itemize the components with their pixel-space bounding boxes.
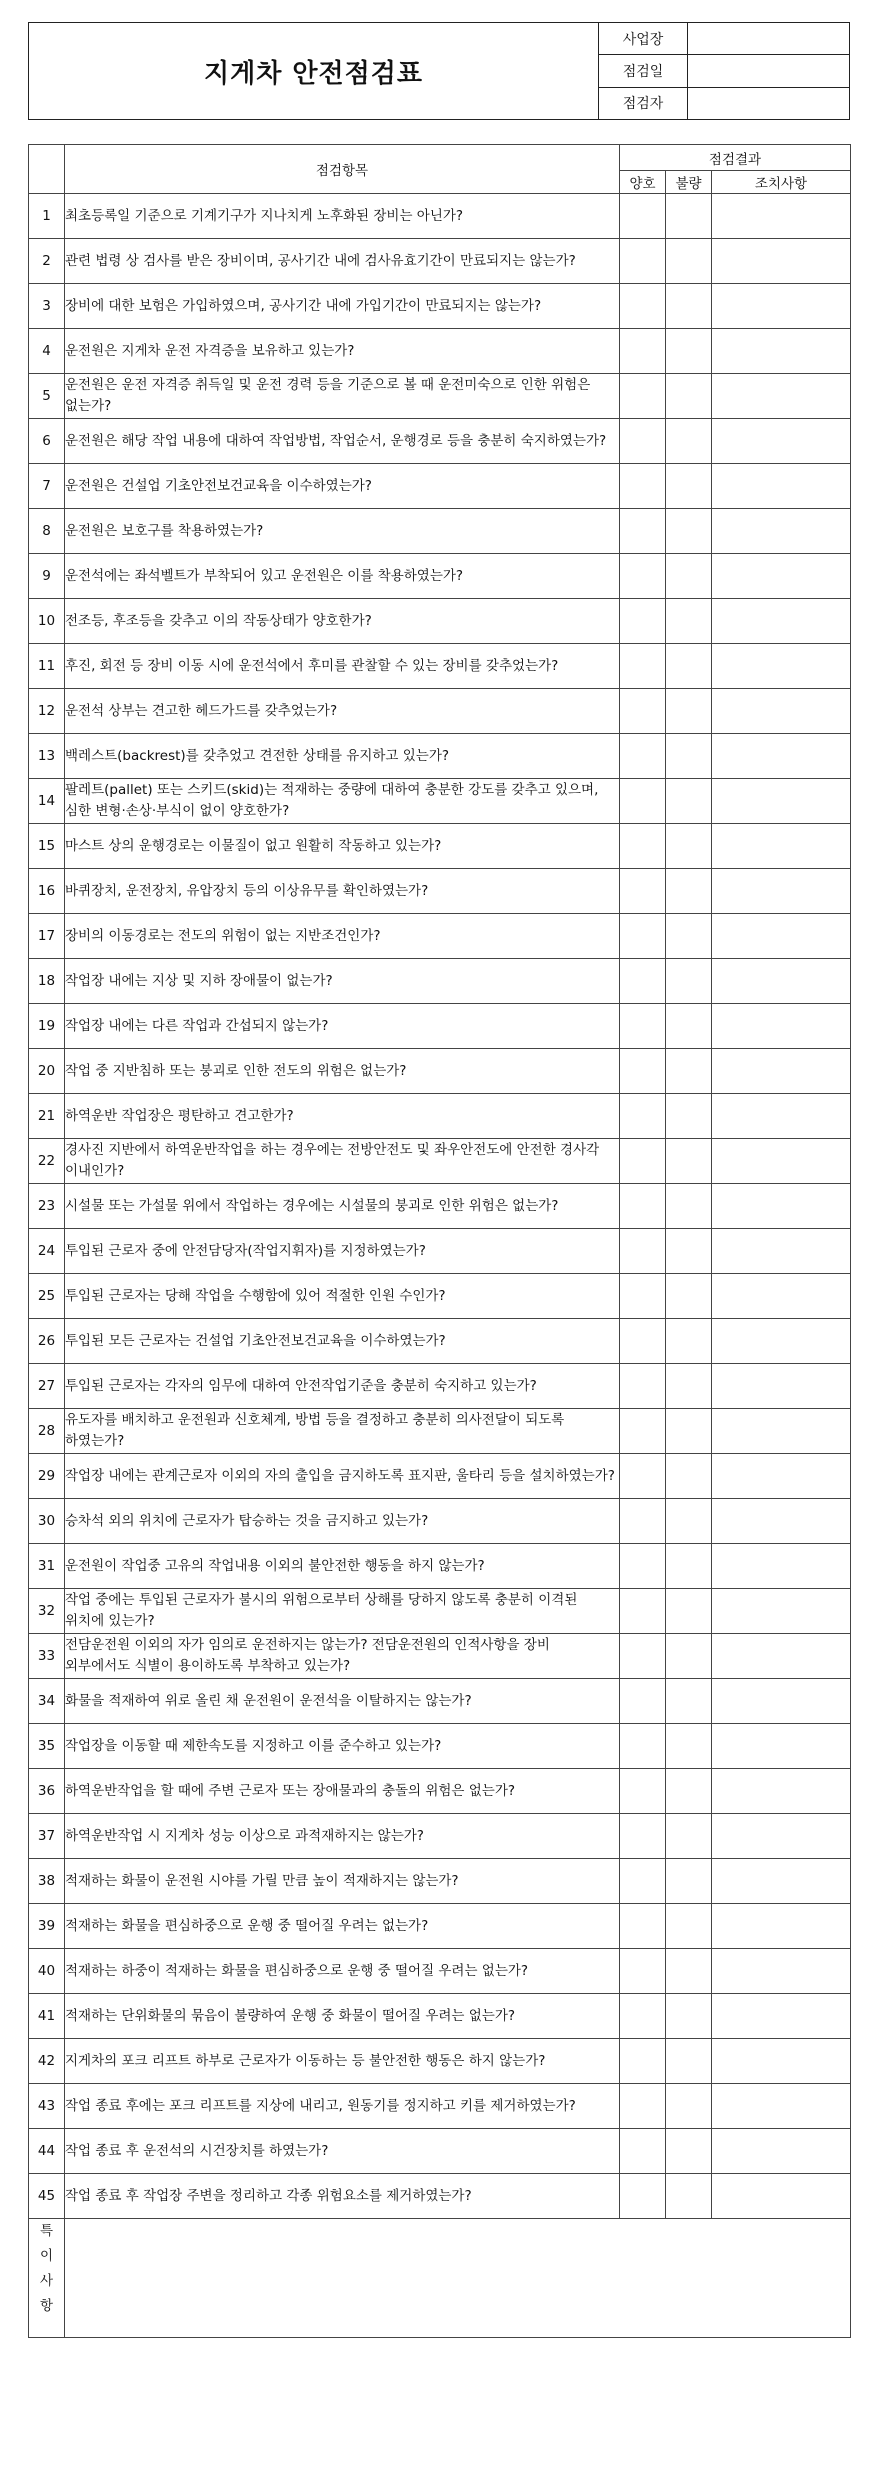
info-row-site <box>599 23 849 55</box>
bad-check-cell[interactable] <box>666 194 712 239</box>
form-title: 지게차 안전점검표 <box>204 58 423 89</box>
item-question: 팔레트(pallet) 또는 스키드(skid)는 적재하는 중량에 대하여 충분한 강도를 갖추고 있으며, 심한 변형·손상·부식이 없이 양호한가? <box>65 779 620 824</box>
table-row <box>29 1634 851 1679</box>
bad-check-cell[interactable] <box>666 1499 712 1544</box>
bad-check-cell[interactable] <box>666 1724 712 1769</box>
table-row <box>29 914 851 959</box>
action-cell[interactable] <box>712 1544 851 1589</box>
item-question: 장비의 이동경로는 전도의 위험이 없는 지반조건인가? <box>65 914 620 959</box>
bad-check-cell[interactable] <box>666 599 712 644</box>
item-question: 경사진 지반에서 하역운반작업을 하는 경우에는 전방안전도 및 좌우안전도에 안전한 경사각 이내인가? <box>65 1139 620 1184</box>
action-cell[interactable] <box>712 824 851 869</box>
table-row <box>29 1859 851 1904</box>
item-question: 전담운전원 이외의 자가 임의로 운전하지는 않는가? 전담운전원의 인적사항을 장비 외부에서도 식별이 용이하도록 부착하고 있는가? <box>65 1634 620 1679</box>
item-number: 34 <box>29 1679 65 1724</box>
item-number: 10 <box>29 599 65 644</box>
table-row <box>29 194 851 239</box>
good-check-cell[interactable] <box>620 1364 666 1409</box>
item-question: 작업 종료 후 운전석의 시건장치를 하였는가? <box>65 2129 620 2174</box>
bad-check-cell[interactable] <box>666 1409 712 1454</box>
good-check-cell[interactable] <box>620 1634 666 1679</box>
action-cell[interactable] <box>712 329 851 374</box>
good-check-cell[interactable] <box>620 1859 666 1904</box>
item-question: 장비에 대한 보험은 가입하였으며, 공사기간 내에 가입기간이 만료되지는 않는가? <box>65 284 620 329</box>
item-question: 하역운반작업을 할 때에 주변 근로자 또는 장애물과의 충돌의 위험은 없는가? <box>65 1769 620 1814</box>
item-question: 운전석 상부는 견고한 헤드가드를 갖추었는가? <box>65 689 620 734</box>
good-check-cell[interactable] <box>620 329 666 374</box>
table-row <box>29 1049 851 1094</box>
item-number: 20 <box>29 1049 65 1094</box>
good-check-cell[interactable] <box>620 1499 666 1544</box>
item-number: 2 <box>29 239 65 284</box>
item-number: 29 <box>29 1454 65 1499</box>
item-number: 3 <box>29 284 65 329</box>
date-label: 점검일 <box>599 55 688 86</box>
item-question: 후진, 회전 등 장비 이동 시에 운전석에서 후미를 관찰할 수 있는 장비를 갖추었는가? <box>65 644 620 689</box>
action-cell[interactable] <box>712 374 851 419</box>
table-row <box>29 1949 851 1994</box>
action-cell[interactable] <box>712 1049 851 1094</box>
bad-check-cell[interactable] <box>666 1004 712 1049</box>
table-row <box>29 2084 851 2129</box>
item-question: 투입된 근로자 중에 안전담당자(작업지휘자)를 지정하였는가? <box>65 1229 620 1274</box>
action-cell[interactable] <box>712 554 851 599</box>
good-check-cell[interactable] <box>620 1814 666 1859</box>
item-question: 작업장 내에는 지상 및 지하 장애물이 없는가? <box>65 959 620 1004</box>
table-row <box>29 239 851 284</box>
bad-check-cell[interactable] <box>666 1994 712 2039</box>
item-question: 운전원은 지게차 운전 자격증을 보유하고 있는가? <box>65 329 620 374</box>
item-number: 13 <box>29 734 65 779</box>
remarks-field[interactable] <box>65 2219 851 2338</box>
item-number: 11 <box>29 644 65 689</box>
table-row <box>29 1679 851 1724</box>
action-cell[interactable] <box>712 1004 851 1049</box>
item-question: 투입된 근로자는 각자의 임무에 대하여 안전작업기준을 충분히 숙지하고 있는가? <box>65 1364 620 1409</box>
item-number: 39 <box>29 1904 65 1949</box>
action-cell[interactable] <box>712 734 851 779</box>
good-check-cell[interactable] <box>620 1229 666 1274</box>
item-question: 백레스트(backrest)를 갖추었고 견전한 상태를 유지하고 있는가? <box>65 734 620 779</box>
table-row <box>29 1319 851 1364</box>
good-check-cell[interactable] <box>620 1589 666 1634</box>
checklist-body <box>29 194 851 2219</box>
good-check-cell[interactable] <box>620 1094 666 1139</box>
action-cell[interactable] <box>712 1139 851 1184</box>
item-question: 작업 종료 후 작업장 주변을 정리하고 각종 위험요소를 제거하였는가? <box>65 2174 620 2219</box>
action-cell[interactable] <box>712 1094 851 1139</box>
good-check-cell[interactable] <box>620 689 666 734</box>
number-column-header <box>29 145 65 194</box>
table-row <box>29 1769 851 1814</box>
bad-check-cell[interactable] <box>666 1274 712 1319</box>
good-check-cell[interactable] <box>620 914 666 959</box>
action-cell[interactable] <box>712 1229 851 1274</box>
bad-check-cell[interactable] <box>666 914 712 959</box>
good-check-cell[interactable] <box>620 374 666 419</box>
bad-check-cell[interactable] <box>666 509 712 554</box>
action-cell[interactable] <box>712 1454 851 1499</box>
good-check-cell[interactable] <box>620 1319 666 1364</box>
bad-check-cell[interactable] <box>666 329 712 374</box>
item-question: 전조등, 후조등을 갖추고 이의 작동상태가 양호한가? <box>65 599 620 644</box>
table-row <box>29 734 851 779</box>
bad-check-cell[interactable] <box>666 464 712 509</box>
item-question: 작업 종료 후에는 포크 리프트를 지상에 내리고, 원동기를 정지하고 키를 제거하였는가? <box>65 2084 620 2129</box>
item-question: 운전원은 건설업 기초안전보건교육을 이수하였는가? <box>65 464 620 509</box>
table-row <box>29 1274 851 1319</box>
item-question: 운전원은 운전 자격증 취득일 및 운전 경력 등을 기준으로 볼 때 운전미숙으로 인한 위험은 없는가? <box>65 374 620 419</box>
good-check-cell[interactable] <box>620 464 666 509</box>
table-row <box>29 599 851 644</box>
action-cell[interactable] <box>712 599 851 644</box>
item-question: 작업장을 이동할 때 제한속도를 지정하고 이를 준수하고 있는가? <box>65 1724 620 1769</box>
result-column-header: 점검결과 <box>620 145 851 171</box>
table-row <box>29 374 851 419</box>
good-check-cell[interactable] <box>620 1139 666 1184</box>
bad-column-header: 불량 <box>666 171 712 194</box>
bad-check-cell[interactable] <box>666 419 712 464</box>
good-check-cell[interactable] <box>620 2084 666 2129</box>
table-row <box>29 1499 851 1544</box>
item-number: 4 <box>29 329 65 374</box>
table-row <box>29 1544 851 1589</box>
action-cell[interactable] <box>712 509 851 554</box>
info-row-inspector <box>599 88 849 119</box>
good-check-cell[interactable] <box>620 779 666 824</box>
item-number: 31 <box>29 1544 65 1589</box>
item-number: 36 <box>29 1769 65 1814</box>
good-check-cell[interactable] <box>620 1049 666 1094</box>
item-question: 바퀴장치, 운전장치, 유압장치 등의 이상유무를 확인하였는가? <box>65 869 620 914</box>
table-row <box>29 2039 851 2084</box>
action-cell[interactable] <box>712 1499 851 1544</box>
item-number: 42 <box>29 2039 65 2084</box>
table-row <box>29 1409 851 1454</box>
remarks-label: 특 이 사 항 <box>29 2219 65 2338</box>
good-check-cell[interactable] <box>620 194 666 239</box>
good-check-cell[interactable] <box>620 509 666 554</box>
bad-check-cell[interactable] <box>666 1544 712 1589</box>
item-number: 35 <box>29 1724 65 1769</box>
table-row <box>29 1454 851 1499</box>
bad-check-cell[interactable] <box>666 1634 712 1679</box>
item-question: 시설물 또는 가설물 위에서 작업하는 경우에는 시설물의 붕괴로 인한 위험은 없는가? <box>65 1184 620 1229</box>
date-field[interactable] <box>688 55 849 86</box>
action-cell[interactable] <box>712 464 851 509</box>
bad-check-cell[interactable] <box>666 824 712 869</box>
checklist-table <box>28 144 851 2338</box>
action-cell[interactable] <box>712 239 851 284</box>
item-number: 33 <box>29 1634 65 1679</box>
item-number: 40 <box>29 1949 65 1994</box>
good-check-cell[interactable] <box>620 1904 666 1949</box>
item-question: 운전원은 보호구를 착용하였는가? <box>65 509 620 554</box>
item-number: 23 <box>29 1184 65 1229</box>
table-row <box>29 779 851 824</box>
table-row <box>29 824 851 869</box>
item-question: 적재하는 화물이 운전원 시야를 가릴 만큼 높이 적재하지는 않는가? <box>65 1859 620 1904</box>
item-number: 15 <box>29 824 65 869</box>
item-question: 작업 중에는 투입된 근로자가 불시의 위험으로부터 상해를 당하지 않도록 충분히 이격된 위치에 있는가? <box>65 1589 620 1634</box>
bad-check-cell[interactable] <box>666 1184 712 1229</box>
action-cell[interactable] <box>712 1634 851 1679</box>
inspector-field[interactable] <box>688 88 849 119</box>
item-question: 화물을 적재하여 위로 올린 채 운전원이 운전석을 이탈하지는 않는가? <box>65 1679 620 1724</box>
item-question: 마스트 상의 운행경로는 이물질이 없고 원활히 작동하고 있는가? <box>65 824 620 869</box>
item-number: 24 <box>29 1229 65 1274</box>
good-check-cell[interactable] <box>620 2129 666 2174</box>
good-check-cell[interactable] <box>620 1949 666 1994</box>
good-check-cell[interactable] <box>620 1544 666 1589</box>
item-number: 12 <box>29 689 65 734</box>
bad-check-cell[interactable] <box>666 1949 712 1994</box>
bad-check-cell[interactable] <box>666 644 712 689</box>
item-number: 5 <box>29 374 65 419</box>
bad-check-cell[interactable] <box>666 689 712 734</box>
action-cell[interactable] <box>712 914 851 959</box>
action-cell[interactable] <box>712 1859 851 1904</box>
item-number: 16 <box>29 869 65 914</box>
good-check-cell[interactable] <box>620 1274 666 1319</box>
item-question: 운전원은 해당 작업 내용에 대하여 작업방법, 작업순서, 운행경로 등을 충분히 숙지하였는가? <box>65 419 620 464</box>
action-cell[interactable] <box>712 1949 851 1994</box>
bad-check-cell[interactable] <box>666 2129 712 2174</box>
bad-check-cell[interactable] <box>666 1454 712 1499</box>
table-row <box>29 1904 851 1949</box>
item-question: 관련 법령 상 검사를 받은 장비이며, 공사기간 내에 검사유효기간이 만료되지는 않는가? <box>65 239 620 284</box>
item-question: 유도자를 배치하고 운전원과 신호체계, 방법 등을 결정하고 충분히 의사전달이 되도록 하였는가? <box>65 1409 620 1454</box>
good-check-cell[interactable] <box>620 2039 666 2084</box>
item-number: 44 <box>29 2129 65 2174</box>
good-check-cell[interactable] <box>620 554 666 599</box>
action-cell[interactable] <box>712 1364 851 1409</box>
item-number: 8 <box>29 509 65 554</box>
bad-check-cell[interactable] <box>666 554 712 599</box>
bad-check-cell[interactable] <box>666 284 712 329</box>
item-number: 26 <box>29 1319 65 1364</box>
good-check-cell[interactable] <box>620 1994 666 2039</box>
item-number: 32 <box>29 1589 65 1634</box>
good-check-cell[interactable] <box>620 1454 666 1499</box>
table-row <box>29 689 851 734</box>
action-cell[interactable] <box>712 1724 851 1769</box>
action-cell[interactable] <box>712 1184 851 1229</box>
bad-check-cell[interactable] <box>666 1094 712 1139</box>
action-cell[interactable] <box>712 1589 851 1634</box>
table-row <box>29 1589 851 1634</box>
action-cell[interactable] <box>712 194 851 239</box>
action-column-header: 조치사항 <box>712 171 851 194</box>
item-question: 하역운반작업 시 지게차 성능 이상으로 과적재하지는 않는가? <box>65 1814 620 1859</box>
item-number: 25 <box>29 1274 65 1319</box>
good-column-header: 양호 <box>620 171 666 194</box>
item-question: 적재하는 화물을 편심하중으로 운행 중 떨어질 우려는 없는가? <box>65 1904 620 1949</box>
remarks-row <box>29 2219 851 2338</box>
info-block <box>599 23 849 119</box>
item-number: 38 <box>29 1859 65 1904</box>
good-check-cell[interactable] <box>620 1409 666 1454</box>
item-number: 30 <box>29 1499 65 1544</box>
item-number: 7 <box>29 464 65 509</box>
item-question: 하역운반 작업장은 평탄하고 견고한가? <box>65 1094 620 1139</box>
table-row <box>29 869 851 914</box>
action-cell[interactable] <box>712 2129 851 2174</box>
item-number: 37 <box>29 1814 65 1859</box>
item-number: 41 <box>29 1994 65 2039</box>
bad-check-cell[interactable] <box>666 734 712 779</box>
info-row-date <box>599 55 849 87</box>
table-row <box>29 329 851 374</box>
action-cell[interactable] <box>712 779 851 824</box>
good-check-cell[interactable] <box>620 1184 666 1229</box>
action-cell[interactable] <box>712 1814 851 1859</box>
item-number: 19 <box>29 1004 65 1049</box>
bad-check-cell[interactable] <box>666 869 712 914</box>
action-cell[interactable] <box>712 2174 851 2219</box>
bad-check-cell[interactable] <box>666 1769 712 1814</box>
action-cell[interactable] <box>712 959 851 1004</box>
action-cell[interactable] <box>712 644 851 689</box>
item-number: 18 <box>29 959 65 1004</box>
table-row <box>29 1814 851 1859</box>
good-check-cell[interactable] <box>620 824 666 869</box>
action-cell[interactable] <box>712 2039 851 2084</box>
bad-check-cell[interactable] <box>666 1139 712 1184</box>
bad-check-cell[interactable] <box>666 1589 712 1634</box>
good-check-cell[interactable] <box>620 734 666 779</box>
action-cell[interactable] <box>712 419 851 464</box>
bad-check-cell[interactable] <box>666 779 712 824</box>
bad-check-cell[interactable] <box>666 1229 712 1274</box>
item-question: 작업장 내에는 관계근로자 이외의 자의 출입을 금지하도록 표지판, 울타리 등을 설치하였는가? <box>65 1454 620 1499</box>
good-check-cell[interactable] <box>620 959 666 1004</box>
table-row <box>29 464 851 509</box>
action-cell[interactable] <box>712 1274 851 1319</box>
table-row <box>29 1004 851 1049</box>
item-question: 투입된 근로자는 당해 작업을 수행함에 있어 적절한 인원 수인가? <box>65 1274 620 1319</box>
item-question: 승차석 외의 위치에 근로자가 탑승하는 것을 금지하고 있는가? <box>65 1499 620 1544</box>
action-cell[interactable] <box>712 869 851 914</box>
bad-check-cell[interactable] <box>666 1049 712 1094</box>
item-number: 9 <box>29 554 65 599</box>
table-row <box>29 1229 851 1274</box>
action-cell[interactable] <box>712 1679 851 1724</box>
table-row <box>29 959 851 1004</box>
table-row <box>29 1139 851 1184</box>
table-row <box>29 2174 851 2219</box>
good-check-cell[interactable] <box>620 1724 666 1769</box>
item-question: 투입된 모든 근로자는 건설업 기초안전보건교육을 이수하였는가? <box>65 1319 620 1364</box>
table-row <box>29 2129 851 2174</box>
action-cell[interactable] <box>712 689 851 734</box>
item-question: 작업장 내에는 다른 작업과 간섭되지 않는가? <box>65 1004 620 1049</box>
table-row <box>29 1094 851 1139</box>
good-check-cell[interactable] <box>620 1004 666 1049</box>
bad-check-cell[interactable] <box>666 1319 712 1364</box>
item-question: 운전석에는 좌석벨트가 부착되어 있고 운전원은 이를 착용하였는가? <box>65 554 620 599</box>
item-number: 45 <box>29 2174 65 2219</box>
site-label: 사업장 <box>599 23 688 54</box>
good-check-cell[interactable] <box>620 869 666 914</box>
item-question: 지게차의 포크 리프트 하부로 근로자가 이동하는 등 불안전한 행동은 하지 않는가? <box>65 2039 620 2084</box>
table-row <box>29 1994 851 2039</box>
table-row <box>29 644 851 689</box>
action-cell[interactable] <box>712 1994 851 2039</box>
table-row <box>29 419 851 464</box>
item-column-header: 점검항목 <box>65 145 620 194</box>
item-question: 운전원이 작업중 고유의 작업내용 이외의 불안전한 행동을 하지 않는가? <box>65 1544 620 1589</box>
bad-check-cell[interactable] <box>666 239 712 284</box>
item-question: 적재하는 하중이 적재하는 화물을 편심하중으로 운행 중 떨어질 우려는 없는가? <box>65 1949 620 1994</box>
good-check-cell[interactable] <box>620 1769 666 1814</box>
table-row <box>29 509 851 554</box>
item-number: 22 <box>29 1139 65 1184</box>
bad-check-cell[interactable] <box>666 374 712 419</box>
form-header <box>28 22 850 120</box>
bad-check-cell[interactable] <box>666 1814 712 1859</box>
bad-check-cell[interactable] <box>666 1859 712 1904</box>
item-number: 43 <box>29 2084 65 2129</box>
good-check-cell[interactable] <box>620 2174 666 2219</box>
good-check-cell[interactable] <box>620 1679 666 1724</box>
table-row <box>29 1184 851 1229</box>
action-cell[interactable] <box>712 2084 851 2129</box>
item-question: 작업 중 지반침하 또는 붕괴로 인한 전도의 위험은 없는가? <box>65 1049 620 1094</box>
item-question: 최초등록일 기준으로 기계기구가 지나치게 노후화된 장비는 아닌가? <box>65 194 620 239</box>
item-number: 27 <box>29 1364 65 1409</box>
bad-check-cell[interactable] <box>666 1679 712 1724</box>
action-cell[interactable] <box>712 1769 851 1814</box>
item-number: 28 <box>29 1409 65 1454</box>
bad-check-cell[interactable] <box>666 2174 712 2219</box>
table-row <box>29 284 851 329</box>
item-number: 21 <box>29 1094 65 1139</box>
item-number: 17 <box>29 914 65 959</box>
bad-check-cell[interactable] <box>666 1904 712 1949</box>
item-number: 1 <box>29 194 65 239</box>
table-header-row <box>29 145 851 171</box>
good-check-cell[interactable] <box>620 419 666 464</box>
bad-check-cell[interactable] <box>666 1364 712 1409</box>
action-cell[interactable] <box>712 284 851 329</box>
item-question: 적재하는 단위화물의 묶음이 불량하여 운행 중 화물이 떨어질 우려는 없는가? <box>65 1994 620 2039</box>
action-cell[interactable] <box>712 1904 851 1949</box>
bad-check-cell[interactable] <box>666 959 712 1004</box>
item-number: 6 <box>29 419 65 464</box>
good-check-cell[interactable] <box>620 644 666 689</box>
table-row <box>29 1364 851 1409</box>
good-check-cell[interactable] <box>620 284 666 329</box>
bad-check-cell[interactable] <box>666 2039 712 2084</box>
title-cell <box>29 23 599 119</box>
inspector-label: 점검자 <box>599 88 688 119</box>
action-cell[interactable] <box>712 1409 851 1454</box>
bad-check-cell[interactable] <box>666 2084 712 2129</box>
item-number: 14 <box>29 779 65 824</box>
good-check-cell[interactable] <box>620 239 666 284</box>
table-row <box>29 1724 851 1769</box>
table-row <box>29 554 851 599</box>
site-field[interactable] <box>688 23 849 54</box>
action-cell[interactable] <box>712 1319 851 1364</box>
good-check-cell[interactable] <box>620 599 666 644</box>
